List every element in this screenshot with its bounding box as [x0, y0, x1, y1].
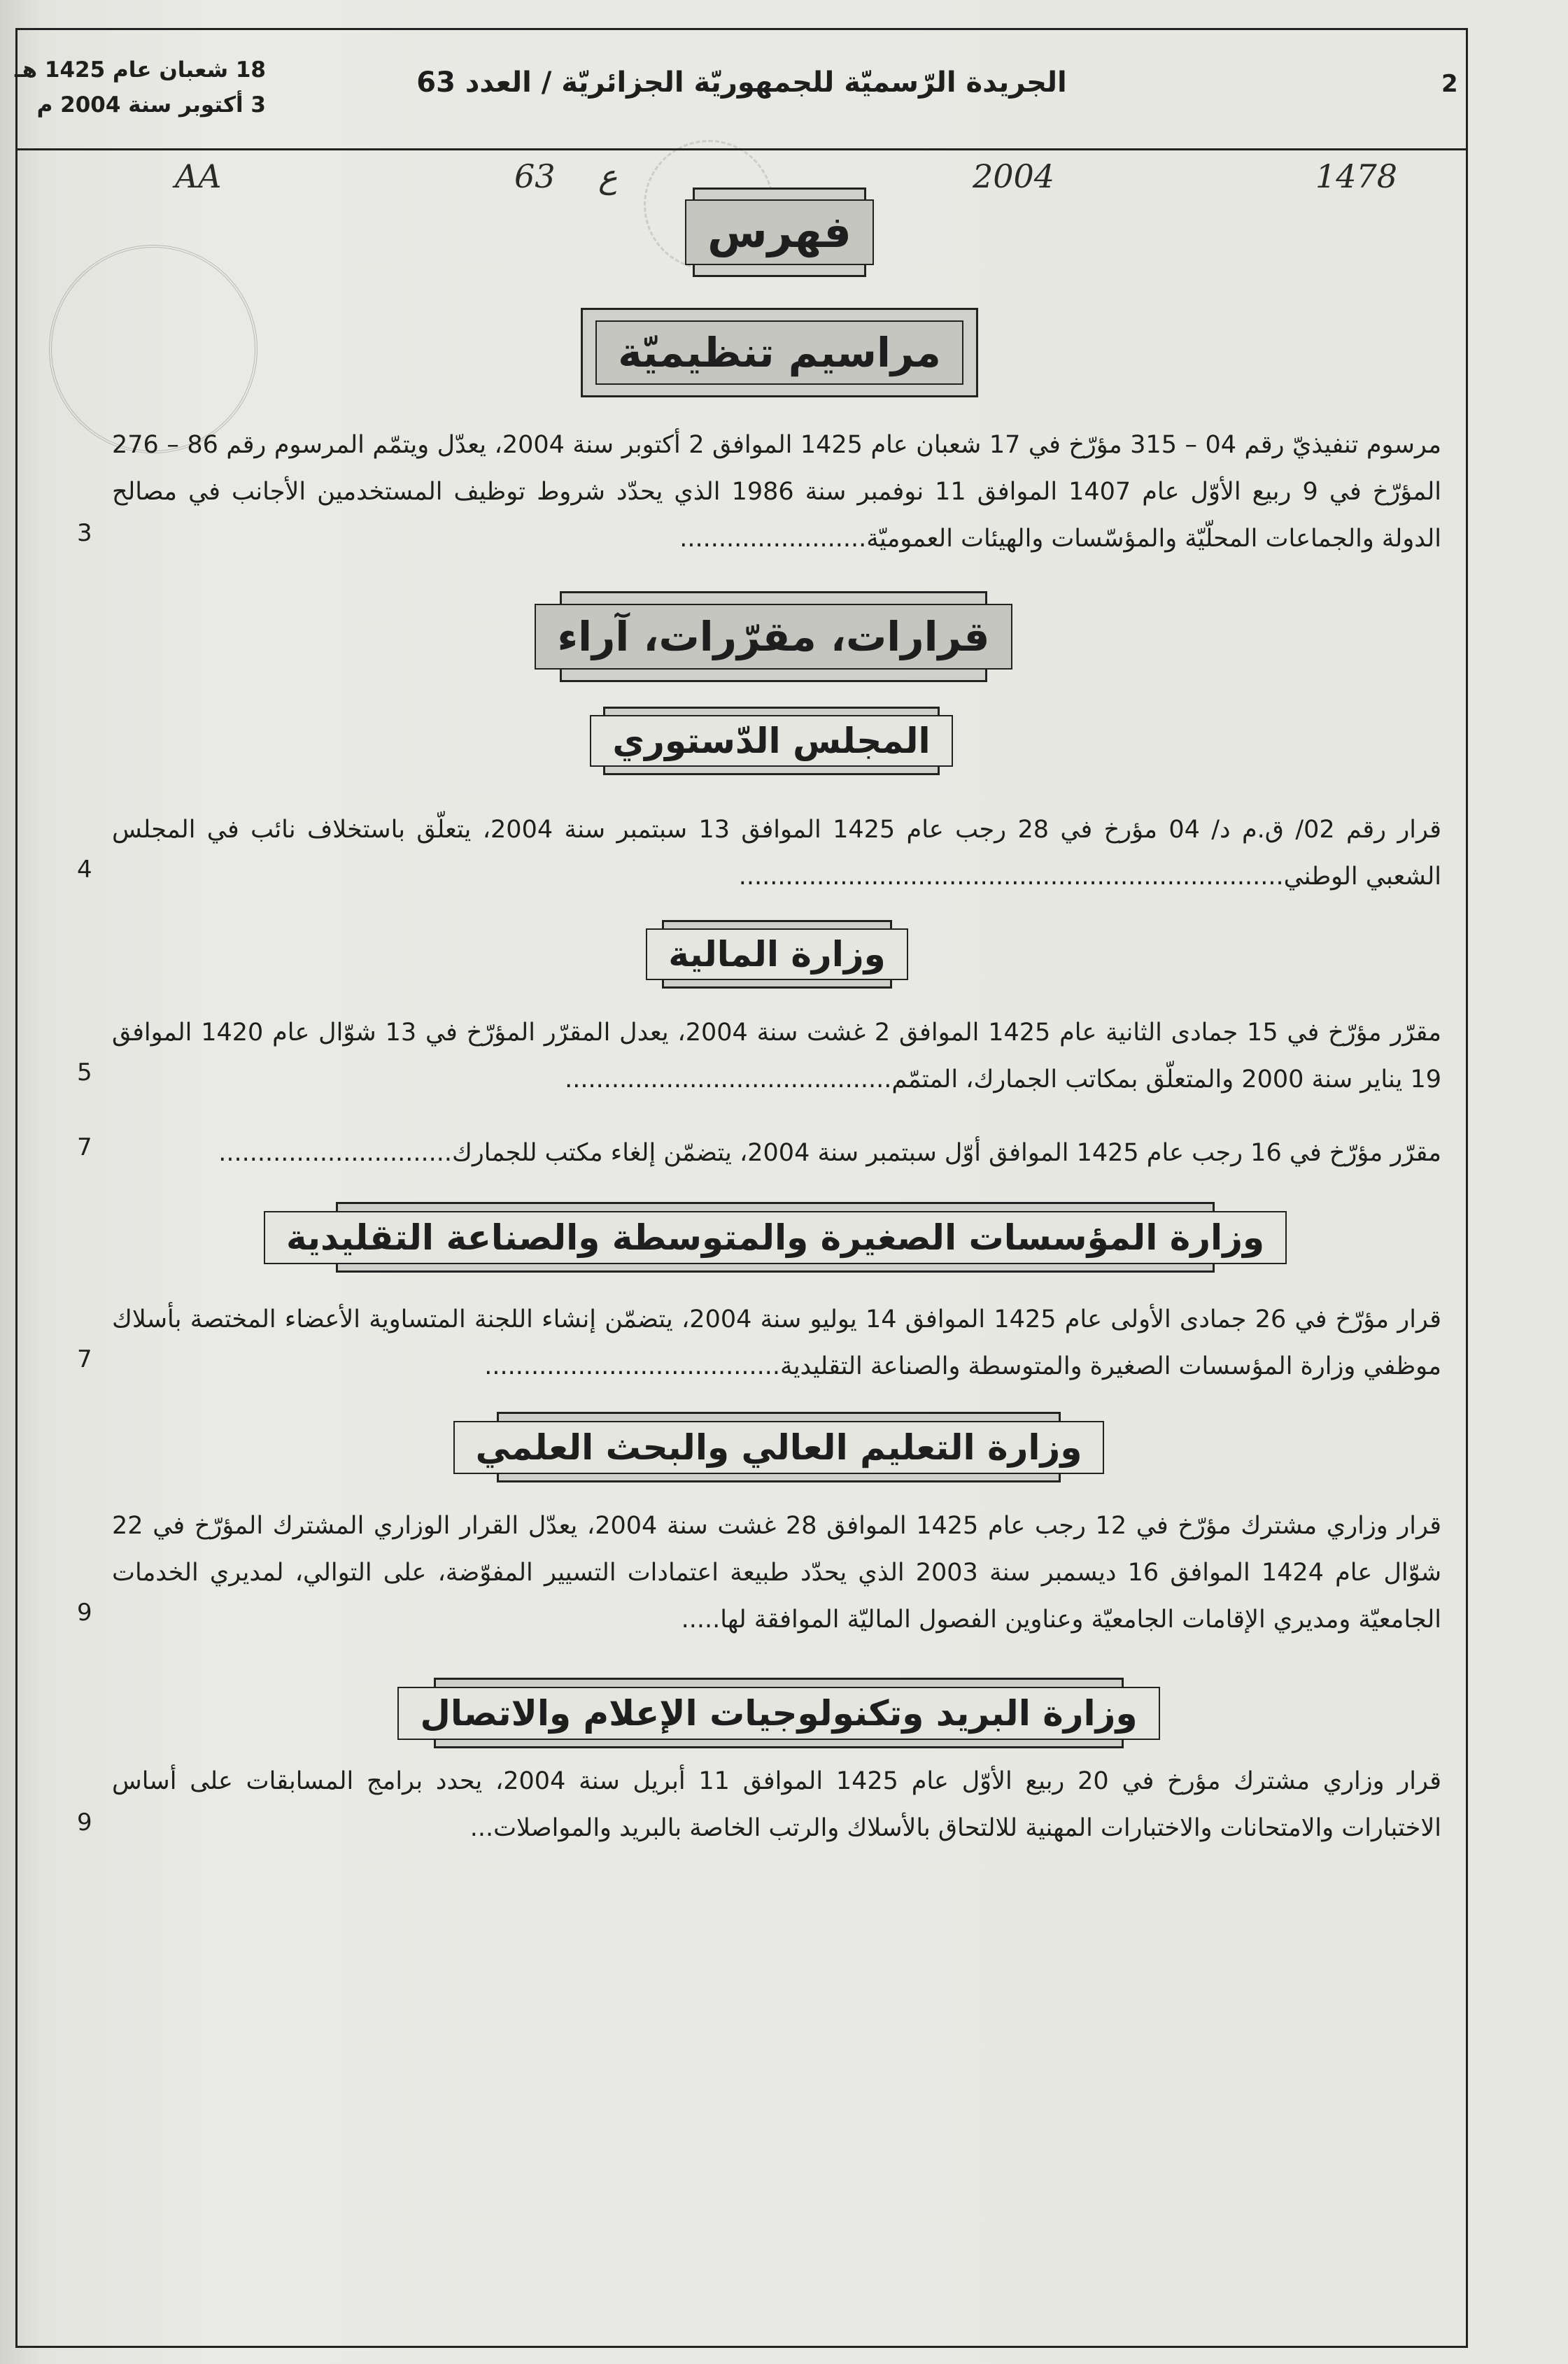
handwritten-note-5: AA — [175, 157, 222, 195]
section-heading: وزارة البريد وتكنولوجيات الإعلام والاتصال — [397, 1687, 1159, 1740]
section-heading-box — [557, 591, 990, 682]
page-number: 2 — [1441, 70, 1458, 98]
section-heading: قرارات، مقرّرات، آراء — [535, 604, 1012, 670]
section-heading: وزارة المالية — [646, 928, 907, 980]
toc-entry-page: 7 — [77, 1345, 92, 1373]
toc-title: فهرس — [685, 199, 874, 265]
toc-entry-page: 3 — [77, 519, 92, 547]
section-heading-box — [285, 1202, 1265, 1273]
toc-entry-text: قرار مؤرّخ في 26 جمادى الأولى عام 1425 الموافق 14 يوليو سنة 2004، يتضمّن إنشاء اللجنة المتساوية الأعضاء المختصة بأسلاك موظفي وزارة المؤسسات الصغيرة والمتوسطة والصناعة التقليدية...................................... — [112, 1305, 1441, 1380]
section-heading-box — [475, 1412, 1082, 1482]
header-divider — [15, 148, 1466, 150]
section-heading: وزارة التعليم العالي والبحث العلمي — [453, 1421, 1105, 1474]
toc-entry-text: قرار رقم 02/ ق.م د/ 04 مؤرخ في 28 رجب عام 1425 الموافق 13 سبتمبر سنة 2004، يتعلّق باستخلاف نائب في المجلس الشعبي الوطني...................................................................... — [112, 816, 1442, 891]
date-gregorian: 3 أكتوبر سنة 2004 م — [36, 92, 266, 118]
toc-entry-page: 9 — [77, 1599, 92, 1627]
toc-entry-page: 7 — [77, 1133, 92, 1161]
section-heading: المجلس الدّستوري — [590, 715, 952, 767]
toc-entry-text: قرار وزاري مشترك مؤرخ في 20 ربيع الأوّل عام 1425 الموافق 11 أبريل سنة 2004، يحدد برامج المسابقات على أساس الاختبارات والامتحانات والاختبارات المهنية للالتحاق بالأسلاك والرتب الخاصة بالبريد والمواصلات... — [112, 1767, 1441, 1842]
toc-entry-text: مقرّر مؤرّخ في 15 جمادى الثانية عام 1425 الموافق 2 غشت سنة 2004، يعدل المقرّر المؤرّخ في 13 شوّال عام 1420 الموافق 19 يناير سنة 2000 والمتعلّق بمكاتب الجمارك، المتمّم.......................................... — [112, 1019, 1442, 1093]
section-heading: وزارة المؤسسات الصغيرة والمتوسطة والصناعة التقليدية — [264, 1211, 1287, 1264]
section-heading: مراسيم تنظيميّة — [595, 320, 963, 385]
toc-entry-text: قرار وزاري مشترك مؤرّخ في 12 رجب عام 1425 الموافق 28 غشت سنة 2004، يعدّل القرار الوزاري المشترك المؤرّخ في 22 شوّال عام 1424 الموافق 16 ديسمبر سنة 2003 الذي يحدّد طبيعة اعتمادات التسيير المفوّضة، على التوالي، لمديري الخدمات الجامعيّة ومديري الإقامات الجامعيّة وعناوين الفصول الماليّة الموافقة لها..... — [112, 1512, 1442, 1634]
section-heading-box — [662, 920, 892, 989]
handwritten-note-2: 2004 — [973, 157, 1055, 195]
toc-entry-page: 5 — [77, 1059, 92, 1087]
toc-entry-page: 9 — [77, 1809, 92, 1836]
section-heading-box — [581, 308, 978, 397]
section-heading-box — [603, 707, 940, 775]
handwritten-note-1: 1478 — [1315, 157, 1398, 195]
toc-entry-text: مقرّر مؤرّخ في 16 رجب عام 1425 الموافق أوّل سبتمبر سنة 2004، يتضمّن إلغاء مكتب للجمارك.............................. — [218, 1139, 1441, 1167]
handwritten-note-3: ع — [598, 157, 618, 195]
toc-entry-text: مرسوم تنفيذيّ رقم 04 – 315 مؤرّخ في 17 شعبان عام 1425 الموافق 2 أكتوبر سنة 2004، يعدّل ويتمّم المرسوم رقم 86 – 276 المؤرّخ في 9 ربيع الأوّل عام 1407 الموافق 11 نوفمبر سنة 1986 الذي يحدّد شروط توظيف المستخدمين الأجانب في مصالح الدولة والجماعات المحلّيّة والمؤسّسات والهيئات العموميّة........................ — [112, 431, 1441, 553]
toc-title-box — [693, 187, 866, 277]
section-heading-box — [420, 1678, 1138, 1748]
handwritten-note-4: 63 — [514, 157, 556, 195]
gazette-title: الجريدة الرّسميّة للجمهوريّة الجزائريّة / العدد 63 — [416, 66, 1067, 99]
toc-entry-page: 4 — [77, 856, 92, 884]
date-hijri: 18 شعبان عام 1425 هـ — [15, 57, 266, 83]
